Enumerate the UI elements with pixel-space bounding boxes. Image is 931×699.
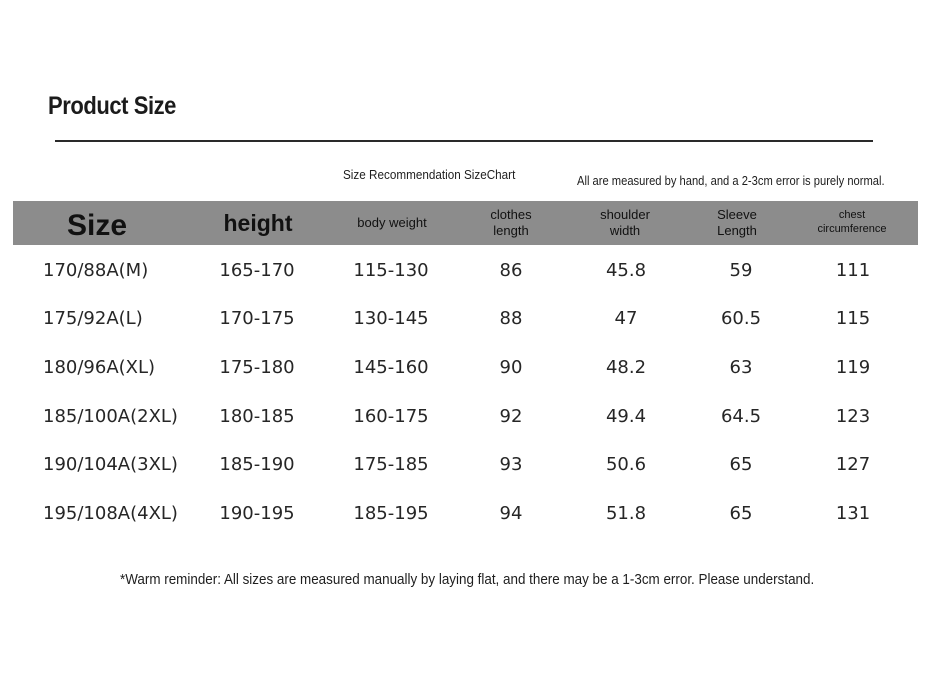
table-row <box>0 499 931 529</box>
header-chest-circumference: chest circumference <box>817 209 887 235</box>
header-body-weight: body weight <box>357 214 427 230</box>
cell-sleeve-length: 60.5 <box>720 308 762 330</box>
header-height: height <box>223 209 293 236</box>
measurement-note: All are measured by hand, and a 2-3cm error is purely normal. <box>577 173 885 188</box>
table-row <box>0 352 931 382</box>
cell-chest-circumference: 115 <box>835 308 871 330</box>
cell-clothes-length: 86 <box>499 259 523 281</box>
cell-shoulder-width: 48.2 <box>605 356 647 378</box>
cell-size: 175/92A(L) <box>43 308 143 330</box>
cell-shoulder-width: 49.4 <box>605 405 647 427</box>
size-recommendation-note: Size Recommendation SizeChart <box>343 167 516 182</box>
cell-body-weight: 130-145 <box>353 308 429 330</box>
cell-body-weight: 115-130 <box>353 259 429 281</box>
cell-body-weight: 160-175 <box>353 405 429 427</box>
table-row <box>0 304 931 334</box>
cell-body-weight: 175-185 <box>353 454 429 476</box>
header-shoulder-width: shoulder width <box>600 206 650 238</box>
cell-shoulder-width: 51.8 <box>605 503 647 524</box>
header-sleeve-length: Sleeve Length <box>717 206 757 238</box>
page-title: Product Size <box>48 92 176 120</box>
cell-size: 185/100A(2XL) <box>43 405 178 427</box>
cell-height: 165-170 <box>219 259 295 281</box>
cell-sleeve-length: 64.5 <box>720 405 762 427</box>
warm-reminder: *Warm reminder: All sizes are measured manually by laying flat, and there may be a 1-3cm error. Please understand. <box>120 571 815 588</box>
cell-chest-circumference: 123 <box>835 405 871 427</box>
cell-sleeve-length: 65 <box>729 503 753 524</box>
cell-body-weight: 185-195 <box>353 503 429 524</box>
cell-size: 170/88A(M) <box>43 259 149 281</box>
cell-clothes-length: 90 <box>499 356 523 378</box>
cell-size: 195/108A(4XL) <box>43 503 178 524</box>
cell-clothes-length: 92 <box>499 405 523 427</box>
table-row <box>0 450 931 480</box>
cell-shoulder-width: 45.8 <box>605 259 647 281</box>
header-size: Size <box>66 209 128 243</box>
cell-chest-circumference: 131 <box>835 503 871 524</box>
cell-height: 170-175 <box>219 308 295 330</box>
cell-height: 180-185 <box>219 405 295 427</box>
cell-sleeve-length: 63 <box>729 356 753 378</box>
cell-height: 185-190 <box>219 454 295 476</box>
cell-chest-circumference: 111 <box>835 259 871 281</box>
cell-sleeve-length: 65 <box>729 454 753 476</box>
cell-chest-circumference: 127 <box>835 454 871 476</box>
cell-clothes-length: 94 <box>499 503 523 524</box>
cell-height: 190-195 <box>219 503 295 524</box>
cell-sleeve-length: 59 <box>729 259 753 281</box>
table-row <box>0 255 931 285</box>
cell-size: 190/104A(3XL) <box>43 454 178 476</box>
cell-body-weight: 145-160 <box>353 356 429 378</box>
table-row <box>0 401 931 431</box>
cell-shoulder-width: 47 <box>614 308 638 330</box>
cell-height: 175-180 <box>219 356 295 378</box>
table-header <box>13 201 918 245</box>
header-clothes-length: clothes length <box>490 206 532 238</box>
cell-clothes-length: 88 <box>499 308 523 330</box>
title-divider <box>55 140 873 142</box>
cell-chest-circumference: 119 <box>835 356 871 378</box>
cell-clothes-length: 93 <box>499 454 523 476</box>
cell-size: 180/96A(XL) <box>43 356 156 378</box>
cell-shoulder-width: 50.6 <box>605 454 647 476</box>
